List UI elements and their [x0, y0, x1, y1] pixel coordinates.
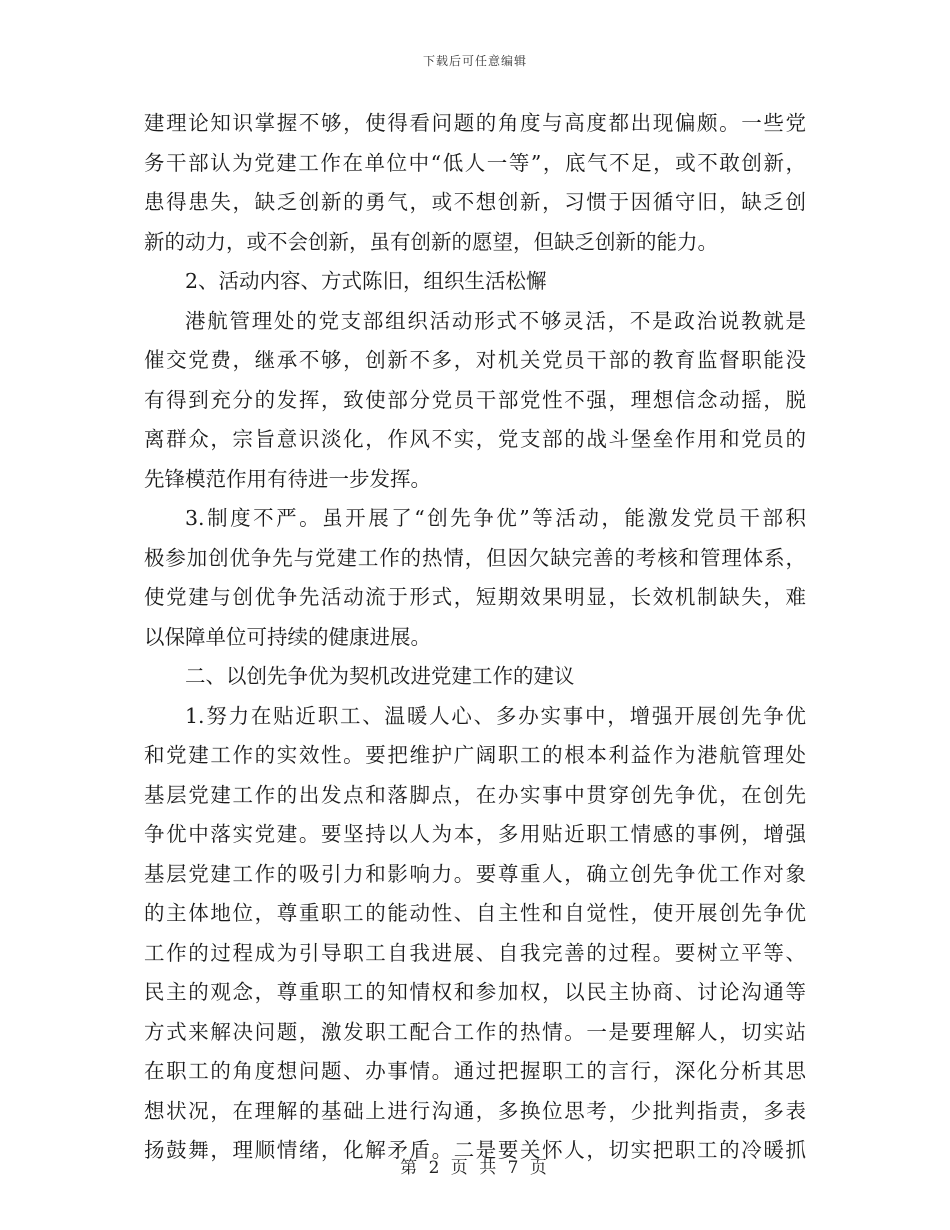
text-line: 离群众，宗旨意识淡化，作风不实，党支部的战斗堡垒作用和党员的	[144, 427, 806, 451]
section-heading: 2、活动内容、方式陈旧，组织生活松懈	[185, 269, 547, 293]
text-line: 患得患失，缺乏创新的勇气，或不想创新，习惯于因循守旧，缺乏创	[144, 190, 806, 214]
text-line: 务干部认为党建工作在单位中“低人一等”，底气不足，或不敢创新，	[144, 150, 806, 175]
page-footer-middle: 页 共	[450, 1158, 500, 1178]
text-line: 方式来解决问题，激发职工配合工作的热情。一是要理解人，切实站	[144, 1019, 806, 1044]
text-line: 建理论知识掌握不够，使得看问题的角度与高度都出现偏颇。一些党	[144, 111, 806, 135]
page-footer-prefix: 第	[400, 1158, 421, 1178]
text-line: 民主的观念，尊重职工的知情权和参加权，以民主协商、讨论沟通等	[144, 980, 806, 1004]
text-line: 港航管理处的党支部组织活动形式不够灵活，不是政治说教就是	[185, 308, 806, 333]
section-heading: 二、以创先争优为契机改进党建工作的建议	[185, 664, 575, 688]
text-line: 极参加创优争先与党建工作的热情，但因欠缺完善的考核和管理体系，	[144, 545, 806, 570]
current-page-number: 2	[428, 1158, 443, 1178]
text-line: 争优中落实党建。要坚持以人为本，多用贴近职工情感的事例，增强	[144, 822, 806, 846]
text-line: 有得到充分的发挥，致使部分党员干部党性不强，理想信念动摇，脱	[144, 387, 806, 412]
text-line: 新的动力，或不会创新，虽有创新的愿望，但缺乏创新的能力。	[144, 229, 718, 254]
page-footer-suffix: 页	[529, 1158, 550, 1178]
text-line: 在职工的角度想问题、办事情。通过把握职工的言行，深化分析其思	[144, 1059, 806, 1083]
text-line: 扬鼓舞，理顺情绪，化解矛盾。二是要关怀人，切实把职工的冷暖抓	[144, 1138, 806, 1162]
total-pages-number: 7	[507, 1158, 522, 1178]
document-body	[144, 104, 806, 1171]
text-line: 基层党建工作的吸引力和影响力。要尊重人，确立创先争优工作对象	[144, 861, 806, 886]
text-line: 1.努力在贴近职工、温暖人心、多办实事中，增强开展创先争优	[185, 703, 806, 728]
text-line: 和党建工作的实效性。要把维护广阔职工的根本利益作为港航管理处	[144, 743, 806, 767]
text-line: 以保障单位可持续的健康进展。	[144, 624, 431, 649]
text-line: 工作的过程成为引导职工自我进展、自我完善的过程。要树立平等、	[144, 940, 806, 965]
text-line: 先锋模范作用有待进一步发挥。	[144, 466, 431, 491]
text-line: 基层党建工作的出发点和落脚点，在办实事中贯穿创先争优，在创先	[144, 782, 806, 807]
text-line: 想状况，在理解的基础上进行沟通，多换位思考，少批判指责，多表	[144, 1098, 806, 1123]
page-header: 下载后可任意编辑	[422, 54, 527, 68]
page-footer	[0, 1153, 950, 1178]
text-line: 的主体地位，尊重职工的能动性、自主性和自觉性，使开展创先争优	[144, 901, 806, 925]
text-line: 催交党费，继承不够，创新不多，对机关党员干部的教育监督职能没	[144, 348, 806, 372]
text-line: 3.制度不严。虽开展了“创先争优”等活动，能激发党员干部积	[185, 506, 806, 530]
text-line: 使党建与创优争先活动流于形式，短期效果明显，长效机制缺失，难	[144, 585, 806, 609]
